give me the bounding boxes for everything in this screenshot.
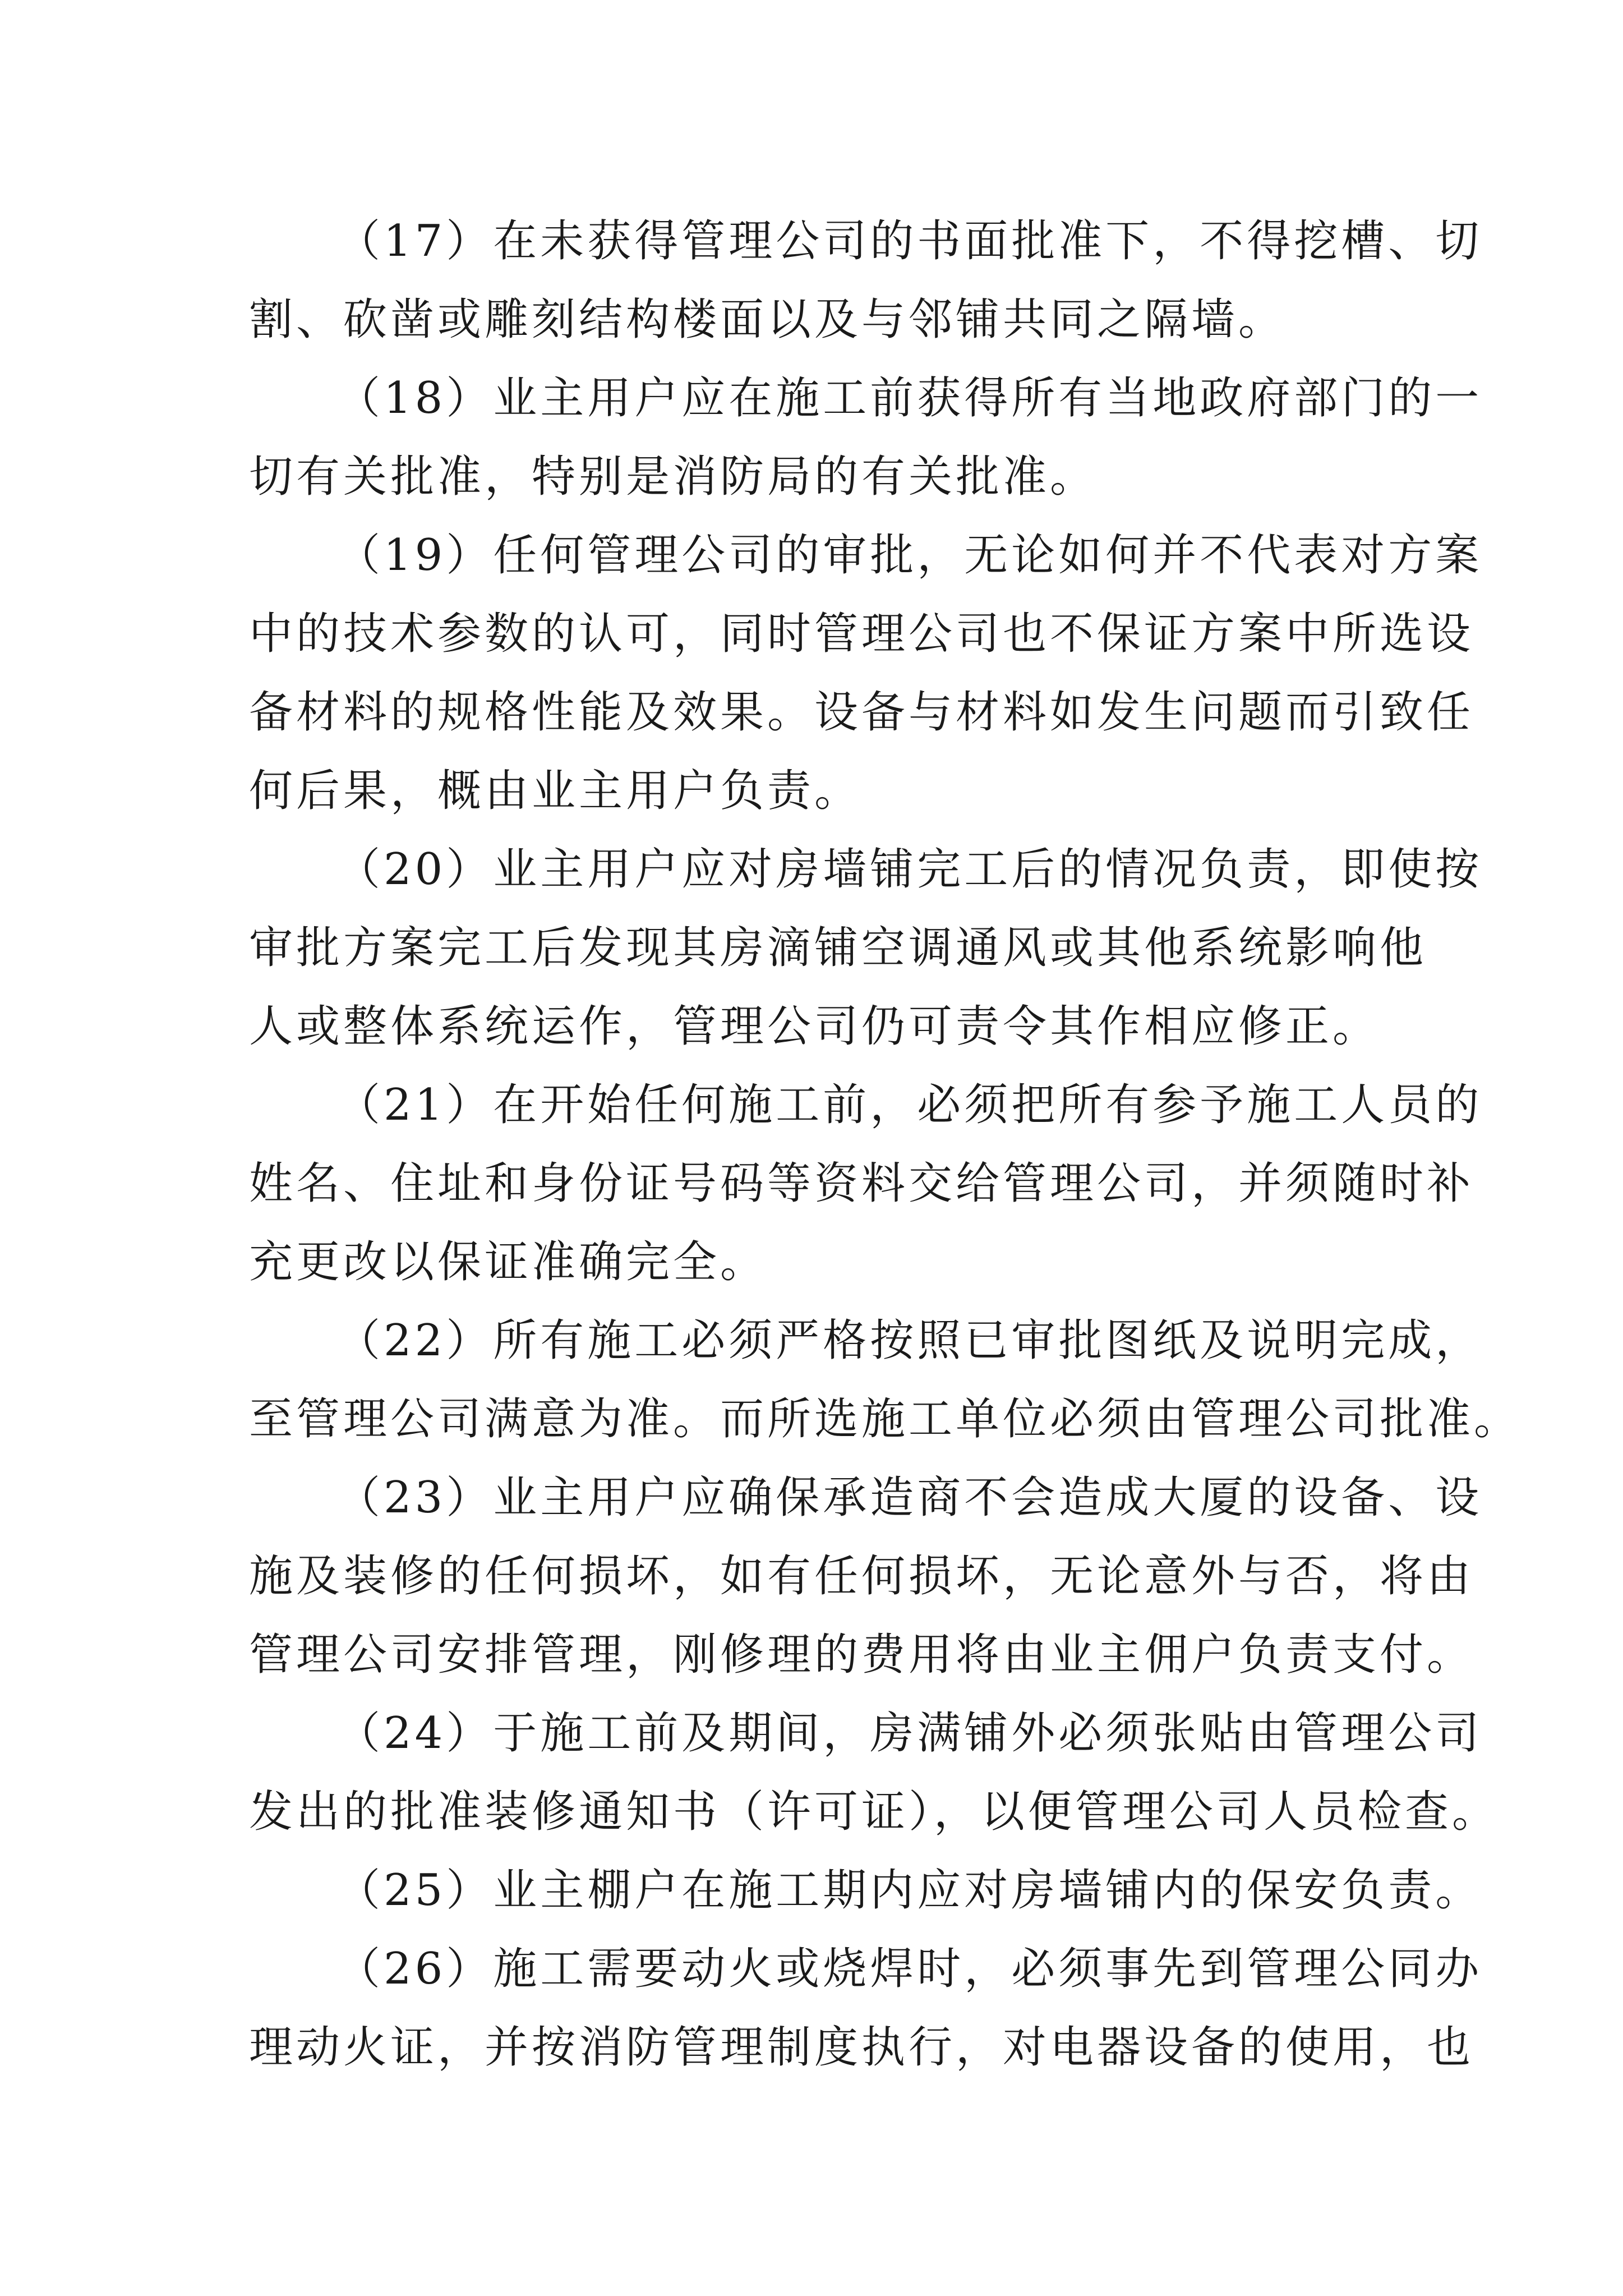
clause-17-line-2: 割、砍凿或雕刻结构楼面以及与邻铺共同之隔墙。 (249, 295, 1286, 345)
clause-19-line-3: 备材料的规格性能及效果。设备与材料如发生问题而引致任 (249, 687, 1474, 738)
clause-21-line-3: 充更改以保证准确完全。 (249, 1237, 768, 1287)
clause-26-line-2: 理动火证，并按消防管理制度执行，对电器设备的使用，也 (249, 2022, 1474, 2073)
clause-22-line-2: 至管理公司满意为准。而所选施工单位必须由管理公司批准。 (249, 1394, 1521, 1444)
clause-23-line-3: 管理公司安排管理，刚修理的费用将由业主佣户负责支付。 (249, 1630, 1474, 1680)
clause-21-line-1: （21）在开始任何施工前，必须把所有参予施工人员的 (336, 1080, 1483, 1130)
clause-19-line-2: 中的技术参数的认可，同时管理公司也不保证方案中所选设 (249, 609, 1474, 659)
clause-20-line-2: 审批方案完工后发现其房滴铺空调通风或其他系统影响他 (249, 923, 1427, 973)
clause-20-line-3: 人或整体系统运作，管理公司仍可责令其作相应修正。 (249, 1001, 1380, 1052)
clause-25-line-1: （25）业主棚户在施工期内应对房墙铺内的保安负责。 (336, 1865, 1483, 1916)
clause-19-line-4: 何后果，概由业主用户负责。 (249, 766, 862, 816)
clause-18-line-1: （18）业主用户应在施工前获得所有当地政府部门的一 (336, 373, 1483, 424)
clause-24-line-2: 发出的批准装修通知书（许可证），以便管理公司人员检查。 (249, 1787, 1500, 1837)
clause-18-line-2: 切有关批准，特别是消防局的有关批准。 (249, 452, 1098, 502)
document-body (249, 202, 1521, 2087)
clause-23-line-1: （23）业主用户应确保承造商不会造成大厦的设备、设 (336, 1473, 1483, 1523)
clause-21-line-2: 姓名、住址和身份证号码等资料交给管理公司，并须随时补 (249, 1158, 1474, 1209)
clause-23-line-2: 施及装修的任何损坏，如有任何损坏，无论意外与否，将由 (249, 1551, 1474, 1602)
clause-22-line-1: （22）所有施工必须严格按照已审批图纸及说明完成， (336, 1315, 1483, 1366)
clause-17-line-1: （17）在未获得管理公司的书面批准下，不得挖槽、切 (336, 216, 1483, 266)
clause-24-line-1: （24）于施工前及期间，房满铺外必须张贴由管理公司 (336, 1708, 1483, 1759)
clause-20-line-1: （20）业主用户应对房墙铺完工后的情况负责，即使按 (336, 844, 1483, 895)
clause-26-line-1: （26）施工需要动火或烧焊时，必须事先到管理公同办 (336, 1944, 1483, 1994)
clause-19-line-1: （19）任何管理公司的审批，无论如何并不代表对方案 (336, 530, 1483, 581)
